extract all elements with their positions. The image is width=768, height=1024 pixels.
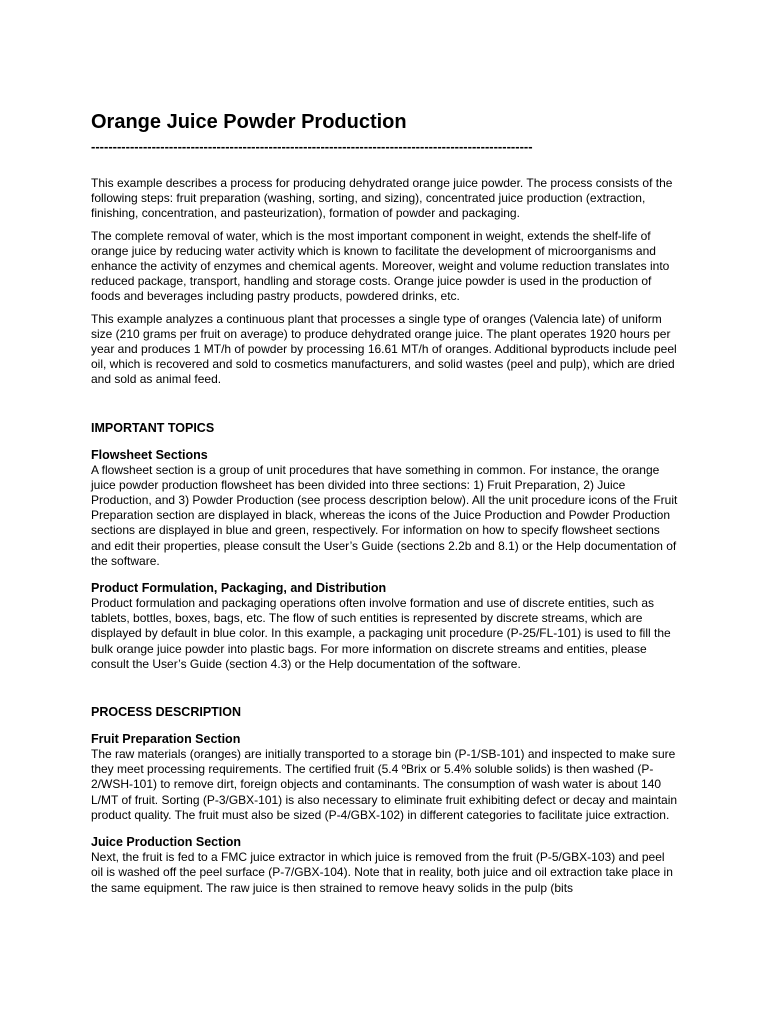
fruit-preparation-text: The raw materials (oranges) are initially transported to a storage bin (P-1/SB-101) and inspected to make sure they meet processing requirements. The certified fruit (5.4 ºBrix or 5.4% soluble solids) is then washed (P-2/WSH-101) to remove dirt, foreign objects and contaminants. The consumption of wash water is about 140 L/MT of fruit. Sorting (P-3/GBX-101) is also necessary to eliminate fruit exhibiting defect or decay and maintain product quality. The fruit must also be sized (P-4/GBX-102) in different categories to facilitate juice extraction. xyxy=(91,747,678,822)
document-title: Orange Juice Powder Production xyxy=(91,111,407,133)
intro-paragraph-1: This example describes a process for producing dehydrated orange juice powder. The process consists of the following steps: fruit preparation (washing, sorting, and sizing), concentrated juice production (extraction, finishing, concentration, and pasteurization), formation of powder and packaging. xyxy=(91,176,673,221)
juice-production-heading: Juice Production Section xyxy=(91,835,242,850)
product-formulation-block xyxy=(91,581,678,672)
product-formulation-heading: Product Formulation, Packaging, and Distribution xyxy=(91,581,387,596)
flowsheet-sections-text: A flowsheet section is a group of unit procedures that have something in common. For instance, the orange juice powder production flowsheet has been divided into three sections: 1) Fruit Preparation, 2) Juice Production, and 3) Powder Production (see process description below). All the unit procedure icons of the Fruit Preparation section are displayed in black, whereas the icons of the Juice Production and Powder Production sections are displayed in blue and green, respectively. For information on how to specify flowsheet sections and edit their properties, please consult the User’s Guide (sections 2.2b and 8.1) or the Help documentation of the software. xyxy=(91,462,678,568)
flowsheet-sections-heading: Flowsheet Sections xyxy=(91,447,208,462)
product-formulation-text: Product formulation and packaging operations often involve formation and use of discrete entities, such as tablets, bottles, boxes, bags, etc. The flow of such entities is represented by discrete streams, which are displayed by default in blue color. In this example, a packaging unit procedure (P-25/FL-101) is used to fill the bulk orange juice powder into plastic bags. For more information on discrete streams and entities, please consult the User’s Guide (section 4.3) or the Help documentation of the software. xyxy=(91,596,671,671)
fruit-preparation-block xyxy=(91,732,678,823)
juice-production-block xyxy=(91,835,678,896)
juice-production-text: Next, the fruit is fed to a FMC juice extractor in which juice is removed from the fruit (P-5/GBX-103) and peel oil is washed off the peel surface (P-7/GBX-104). Note that in reality, both juice and oil extraction take place in the same equipment. The raw juice is then strained to remove heavy solids in the pulp (bits xyxy=(91,850,673,895)
intro-paragraph-2: The complete removal of water, which is the most important component in weight, extends the shelf-life of orange juice by reducing water activity which is known to facilitate the development of microorganisms and enhance the activity of enzymes and chemical agents. Moreover, weight and volume reduction translates into reduced package, transport, handling and storage costs. Orange juice powder is used in the production of foods and beverages including pastry products, powdered drinks, etc. xyxy=(91,228,670,304)
intro-paragraph-3: This example analyzes a continuous plant that processes a single type of oranges (Valencia late) of uniform size (210 grams per fruit on average) to produce dehydrated orange juice. The plant operates 1920 hours per year and produces 1 MT/h of powder by processing 16.61 MT/h of oranges. Additional byproducts include peel oil, which is recovered and sold to cosmetics manufacturers, and solid wastes (peel and pulp), which are dried and sold as animal feed. xyxy=(91,311,677,387)
title-divider: ------------------------------------------------------------------------------------------------------ xyxy=(91,140,533,154)
process-description-heading: PROCESS DESCRIPTION xyxy=(91,705,242,720)
fruit-preparation-heading: Fruit Preparation Section xyxy=(91,732,241,747)
important-topics-heading: IMPORTANT TOPICS xyxy=(91,420,215,435)
flowsheet-sections-block xyxy=(91,448,678,569)
